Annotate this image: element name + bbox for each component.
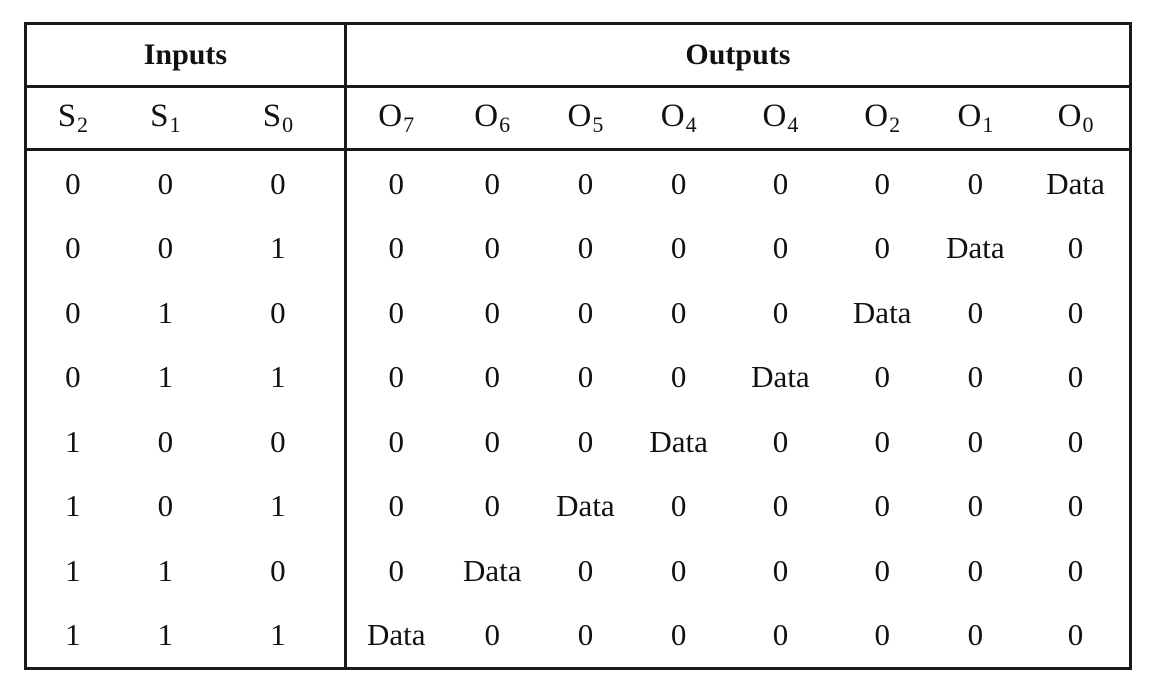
output-cell: 0 xyxy=(874,359,890,395)
column-header-o1 xyxy=(929,87,1022,150)
column-header-o6 xyxy=(446,87,539,150)
output-cell: 0 xyxy=(772,165,789,201)
output-cell: 0 xyxy=(874,617,890,653)
column-header-o7 xyxy=(345,87,445,150)
output-cell: 0 xyxy=(772,230,789,266)
output-cell: Data xyxy=(852,294,912,330)
column-header-subscript: 5 xyxy=(592,112,604,137)
input-cell: 0 xyxy=(157,488,174,524)
input-cell: 0 xyxy=(65,230,81,266)
column-header-base: O xyxy=(660,98,685,134)
column-header-s0 xyxy=(212,87,345,150)
output-cell: 0 xyxy=(967,423,984,459)
group-header-row xyxy=(26,24,1131,87)
input-cell: 0 xyxy=(270,165,286,201)
output-cell: 0 xyxy=(967,165,984,201)
input-cell: 0 xyxy=(270,294,286,330)
column-header-base: O xyxy=(474,98,499,134)
input-cell: 1 xyxy=(270,488,286,524)
output-cell: 0 xyxy=(967,617,984,653)
output-cell: Data xyxy=(946,230,1005,266)
input-cell: 1 xyxy=(65,423,81,459)
output-cell: 0 xyxy=(670,294,687,330)
input-cell: 0 xyxy=(157,230,174,266)
output-cell: 0 xyxy=(345,150,445,216)
output-cell: 0 xyxy=(1067,294,1084,330)
input-cell: 0 xyxy=(65,359,81,395)
input-cell: 1 xyxy=(157,552,174,588)
output-cell: 0 xyxy=(670,359,687,395)
output-cell: 0 xyxy=(670,230,687,266)
output-cell: Data xyxy=(1046,165,1105,201)
column-header-base: O xyxy=(762,98,787,134)
output-cell: 0 xyxy=(1067,552,1084,588)
output-cell: 0 xyxy=(967,488,984,524)
output-cell: 0 xyxy=(1067,617,1084,653)
column-header-subscript: 2 xyxy=(77,112,89,137)
output-cell: 0 xyxy=(772,488,789,524)
output-cell: 0 xyxy=(1067,423,1084,459)
output-cell: 0 xyxy=(874,488,890,524)
input-cell: 1 xyxy=(157,359,174,395)
output-cell: 0 xyxy=(345,345,445,410)
table-row xyxy=(26,280,1131,345)
output-cell: 0 xyxy=(577,552,594,588)
output-cell: 0 xyxy=(484,359,500,395)
column-header-base: S xyxy=(57,98,77,134)
inputs-group-header: Inputs xyxy=(26,24,346,87)
output-cell: 0 xyxy=(345,538,445,603)
output-cell: Data xyxy=(751,359,810,395)
output-cell: 0 xyxy=(967,359,984,395)
input-cell: 1 xyxy=(270,230,286,266)
column-header-subscript: 2 xyxy=(889,112,901,137)
output-cell: 0 xyxy=(670,552,687,588)
input-cell: 0 xyxy=(270,423,286,459)
input-cell: 1 xyxy=(270,359,286,395)
output-cell: 0 xyxy=(577,359,594,395)
column-header-base: O xyxy=(567,98,592,134)
output-cell: 0 xyxy=(345,280,445,345)
table-row xyxy=(26,409,1131,474)
output-cell: 0 xyxy=(874,230,890,266)
output-cell: 0 xyxy=(772,552,789,588)
output-cell: 0 xyxy=(345,409,445,474)
output-cell: 0 xyxy=(484,294,500,330)
output-cell: Data xyxy=(556,488,615,524)
truth-table-body xyxy=(26,150,1131,669)
output-cell: 0 xyxy=(772,617,789,653)
column-header-subscript: 1 xyxy=(982,112,994,137)
column-header-base: S xyxy=(262,98,282,134)
column-header-subscript: 4 xyxy=(787,112,799,137)
table-row xyxy=(26,603,1131,669)
output-cell: 0 xyxy=(670,165,687,201)
output-cell: 0 xyxy=(577,165,594,201)
column-header-subscript: 0 xyxy=(282,112,294,137)
output-cell: 0 xyxy=(484,165,500,201)
output-cell: 0 xyxy=(1067,359,1084,395)
column-header-base: O xyxy=(378,98,403,134)
table-row xyxy=(26,216,1131,281)
output-cell: 0 xyxy=(670,617,687,653)
column-header-subscript: 6 xyxy=(499,112,511,137)
column-header-o2 xyxy=(836,87,929,150)
output-cell: 0 xyxy=(577,294,594,330)
outputs-group-header: Outputs xyxy=(345,24,1130,87)
column-label-row xyxy=(26,87,1131,150)
column-header-o4 xyxy=(725,87,835,150)
column-header-base: O xyxy=(1057,98,1082,134)
output-cell: 0 xyxy=(670,488,687,524)
output-cell: 0 xyxy=(577,423,594,459)
column-header-subscript: 1 xyxy=(169,112,181,137)
output-cell: 0 xyxy=(484,617,500,653)
input-cell: 1 xyxy=(65,552,81,588)
table-row xyxy=(26,538,1131,603)
output-cell: 0 xyxy=(874,165,890,201)
output-cell: Data xyxy=(345,603,445,669)
input-cell: 0 xyxy=(157,423,174,459)
input-cell: 0 xyxy=(65,165,81,201)
output-cell: 0 xyxy=(874,552,890,588)
input-cell: 0 xyxy=(157,165,174,201)
output-cell: 0 xyxy=(874,423,890,459)
output-cell: 0 xyxy=(345,474,445,539)
column-header-subscript: 0 xyxy=(1082,112,1094,137)
input-cell: 1 xyxy=(65,488,81,524)
output-cell: 0 xyxy=(1067,488,1084,524)
output-cell: 0 xyxy=(577,230,594,266)
column-header-o4 xyxy=(632,87,725,150)
column-header-base: O xyxy=(957,98,982,134)
input-cell: 0 xyxy=(65,294,81,330)
input-cell: 1 xyxy=(270,617,286,653)
column-header-subscript: 4 xyxy=(685,112,697,137)
table-row xyxy=(26,474,1131,539)
output-cell: 0 xyxy=(967,552,984,588)
column-header-s2 xyxy=(26,87,119,150)
column-header-s1 xyxy=(119,87,212,150)
column-header-base: S xyxy=(150,98,169,134)
input-cell: 1 xyxy=(65,617,81,653)
output-cell: Data xyxy=(462,552,522,588)
output-cell: 0 xyxy=(484,488,500,524)
input-cell: 1 xyxy=(157,294,174,330)
demultiplexer-truth-table xyxy=(24,22,1132,670)
output-cell: 0 xyxy=(1067,230,1084,266)
output-cell: 0 xyxy=(484,423,500,459)
output-cell: 0 xyxy=(577,617,594,653)
output-cell: 0 xyxy=(345,216,445,281)
column-header-o0 xyxy=(1022,87,1130,150)
output-cell: 0 xyxy=(772,294,789,330)
column-header-subscript: 7 xyxy=(403,112,415,137)
column-header-base: O xyxy=(864,98,889,134)
column-header-o5 xyxy=(539,87,632,150)
output-cell: Data xyxy=(649,423,708,459)
output-cell: 0 xyxy=(967,294,984,330)
output-cell: 0 xyxy=(772,423,789,459)
table-row xyxy=(26,345,1131,410)
input-cell: 1 xyxy=(157,617,174,653)
output-cell: 0 xyxy=(484,230,500,266)
input-cell: 0 xyxy=(270,552,286,588)
table-row xyxy=(26,150,1131,216)
